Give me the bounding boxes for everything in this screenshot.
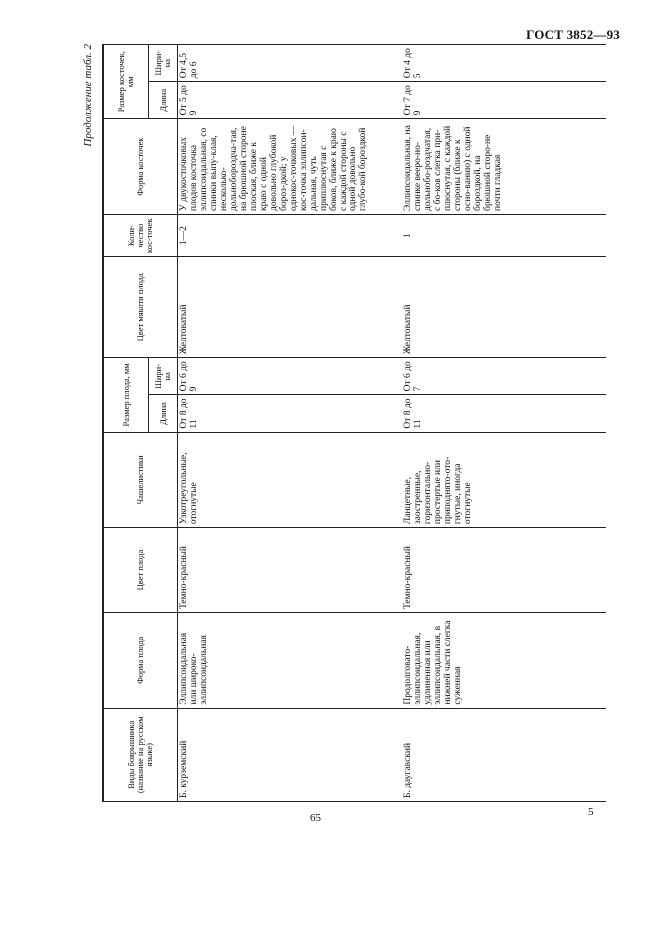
- header-stone-shape: Форма косточек: [103, 119, 178, 215]
- header-species: Виды боярышника (название на русском языке): [103, 708, 178, 801]
- cell-fruit-color: Темно-красный: [402, 528, 606, 613]
- cell-sepals: Ланцетные, заостренные, горизонтально-простертые или приподнято-ото-гнутые, иногда отогнутые: [402, 432, 606, 528]
- cell-flesh-color: Желтоватый: [178, 257, 403, 358]
- cell-species: Б. курземский: [178, 708, 403, 801]
- header-fruit-size: Размер плода, мм: [103, 358, 149, 432]
- header-stone-count: Коли-чество кос-точек: [103, 214, 178, 256]
- rotated-table-page: [80, 44, 604, 802]
- cell-fruit-shape: Эллипсоидальная или широко-эллипсоидальная: [178, 613, 403, 709]
- cell-stone-length: От 7 до 9: [402, 82, 606, 119]
- table-caption: Продолжение табл. 2: [82, 44, 94, 147]
- page-number: 65: [310, 812, 321, 824]
- cell-fruit-length: От 8 до 11: [178, 395, 403, 432]
- sheet-number: 5: [588, 806, 594, 818]
- cell-fruit-shape: Продолговато-эллипсоидальная, удлиненная или эллипсоидальная, в нижней части слегка суженная: [402, 613, 606, 709]
- table-row: [402, 45, 606, 802]
- header-sepals: Чашелистики: [103, 432, 178, 528]
- cell-stone-count: 1—2: [178, 214, 403, 256]
- header-fruit-length: Длина: [149, 395, 178, 432]
- data-table: [102, 44, 606, 802]
- cell-fruit-width: От 6 до 9: [178, 358, 403, 395]
- cell-stone-width: От 4,5 до 6: [178, 45, 403, 82]
- cell-fruit-color: Темно-красный: [178, 528, 403, 613]
- cell-fruit-length: От 8 до 11: [402, 395, 606, 432]
- cell-stone-length: От 5 до 9: [178, 82, 403, 119]
- cell-sepals: Узкотреугольные, отогнутые: [178, 432, 403, 528]
- cell-fruit-width: От 6 до 7: [402, 358, 606, 395]
- cell-species: Б. даугавский: [402, 708, 606, 801]
- header-stone-length: Длина: [149, 82, 178, 119]
- header-fruit-width: Шири-на: [149, 358, 178, 395]
- cell-flesh-color: Желтоватый: [402, 257, 606, 358]
- header-flesh-color: Цвет мякоти плода: [103, 257, 178, 358]
- header-stone-size: Размер косточек, мм: [103, 45, 149, 119]
- table-row: [178, 45, 403, 802]
- cell-stone-shape: Эллипсоидальная, на спинке вееро-но-дольнобо-роздчатая, с бо-ков слегка при-плюснутая, с каждой стороны (ближе к осно-ванию) с одной бороздкой, на брюшной сторо-не почти гладкая: [402, 119, 606, 215]
- document-code: ГОСТ 3852—93: [526, 27, 620, 42]
- header-fruit-color: Цвет плода: [103, 528, 178, 613]
- header-stone-width: Шири-на: [149, 45, 178, 82]
- cell-stone-width: От 4 до 5: [402, 45, 606, 82]
- header-fruit-shape: Форма плода: [103, 613, 178, 709]
- cell-stone-count: 1: [402, 214, 606, 256]
- cell-stone-shape: У двукосточковых плодов косточка эллипсоидальная, со спинки выпу-клая, несколько-дольнобороздча-тая, на брюшной стороне плоская, ближе к краю с одной довольно глубокой бороз-дкой; у однокос-точковых — кос-точка эллипсои-дальная, чуть приплюснутая с боков, ближе к краю с каждой стороны с одной довольно глубо-кой бороздкой: [178, 119, 403, 215]
